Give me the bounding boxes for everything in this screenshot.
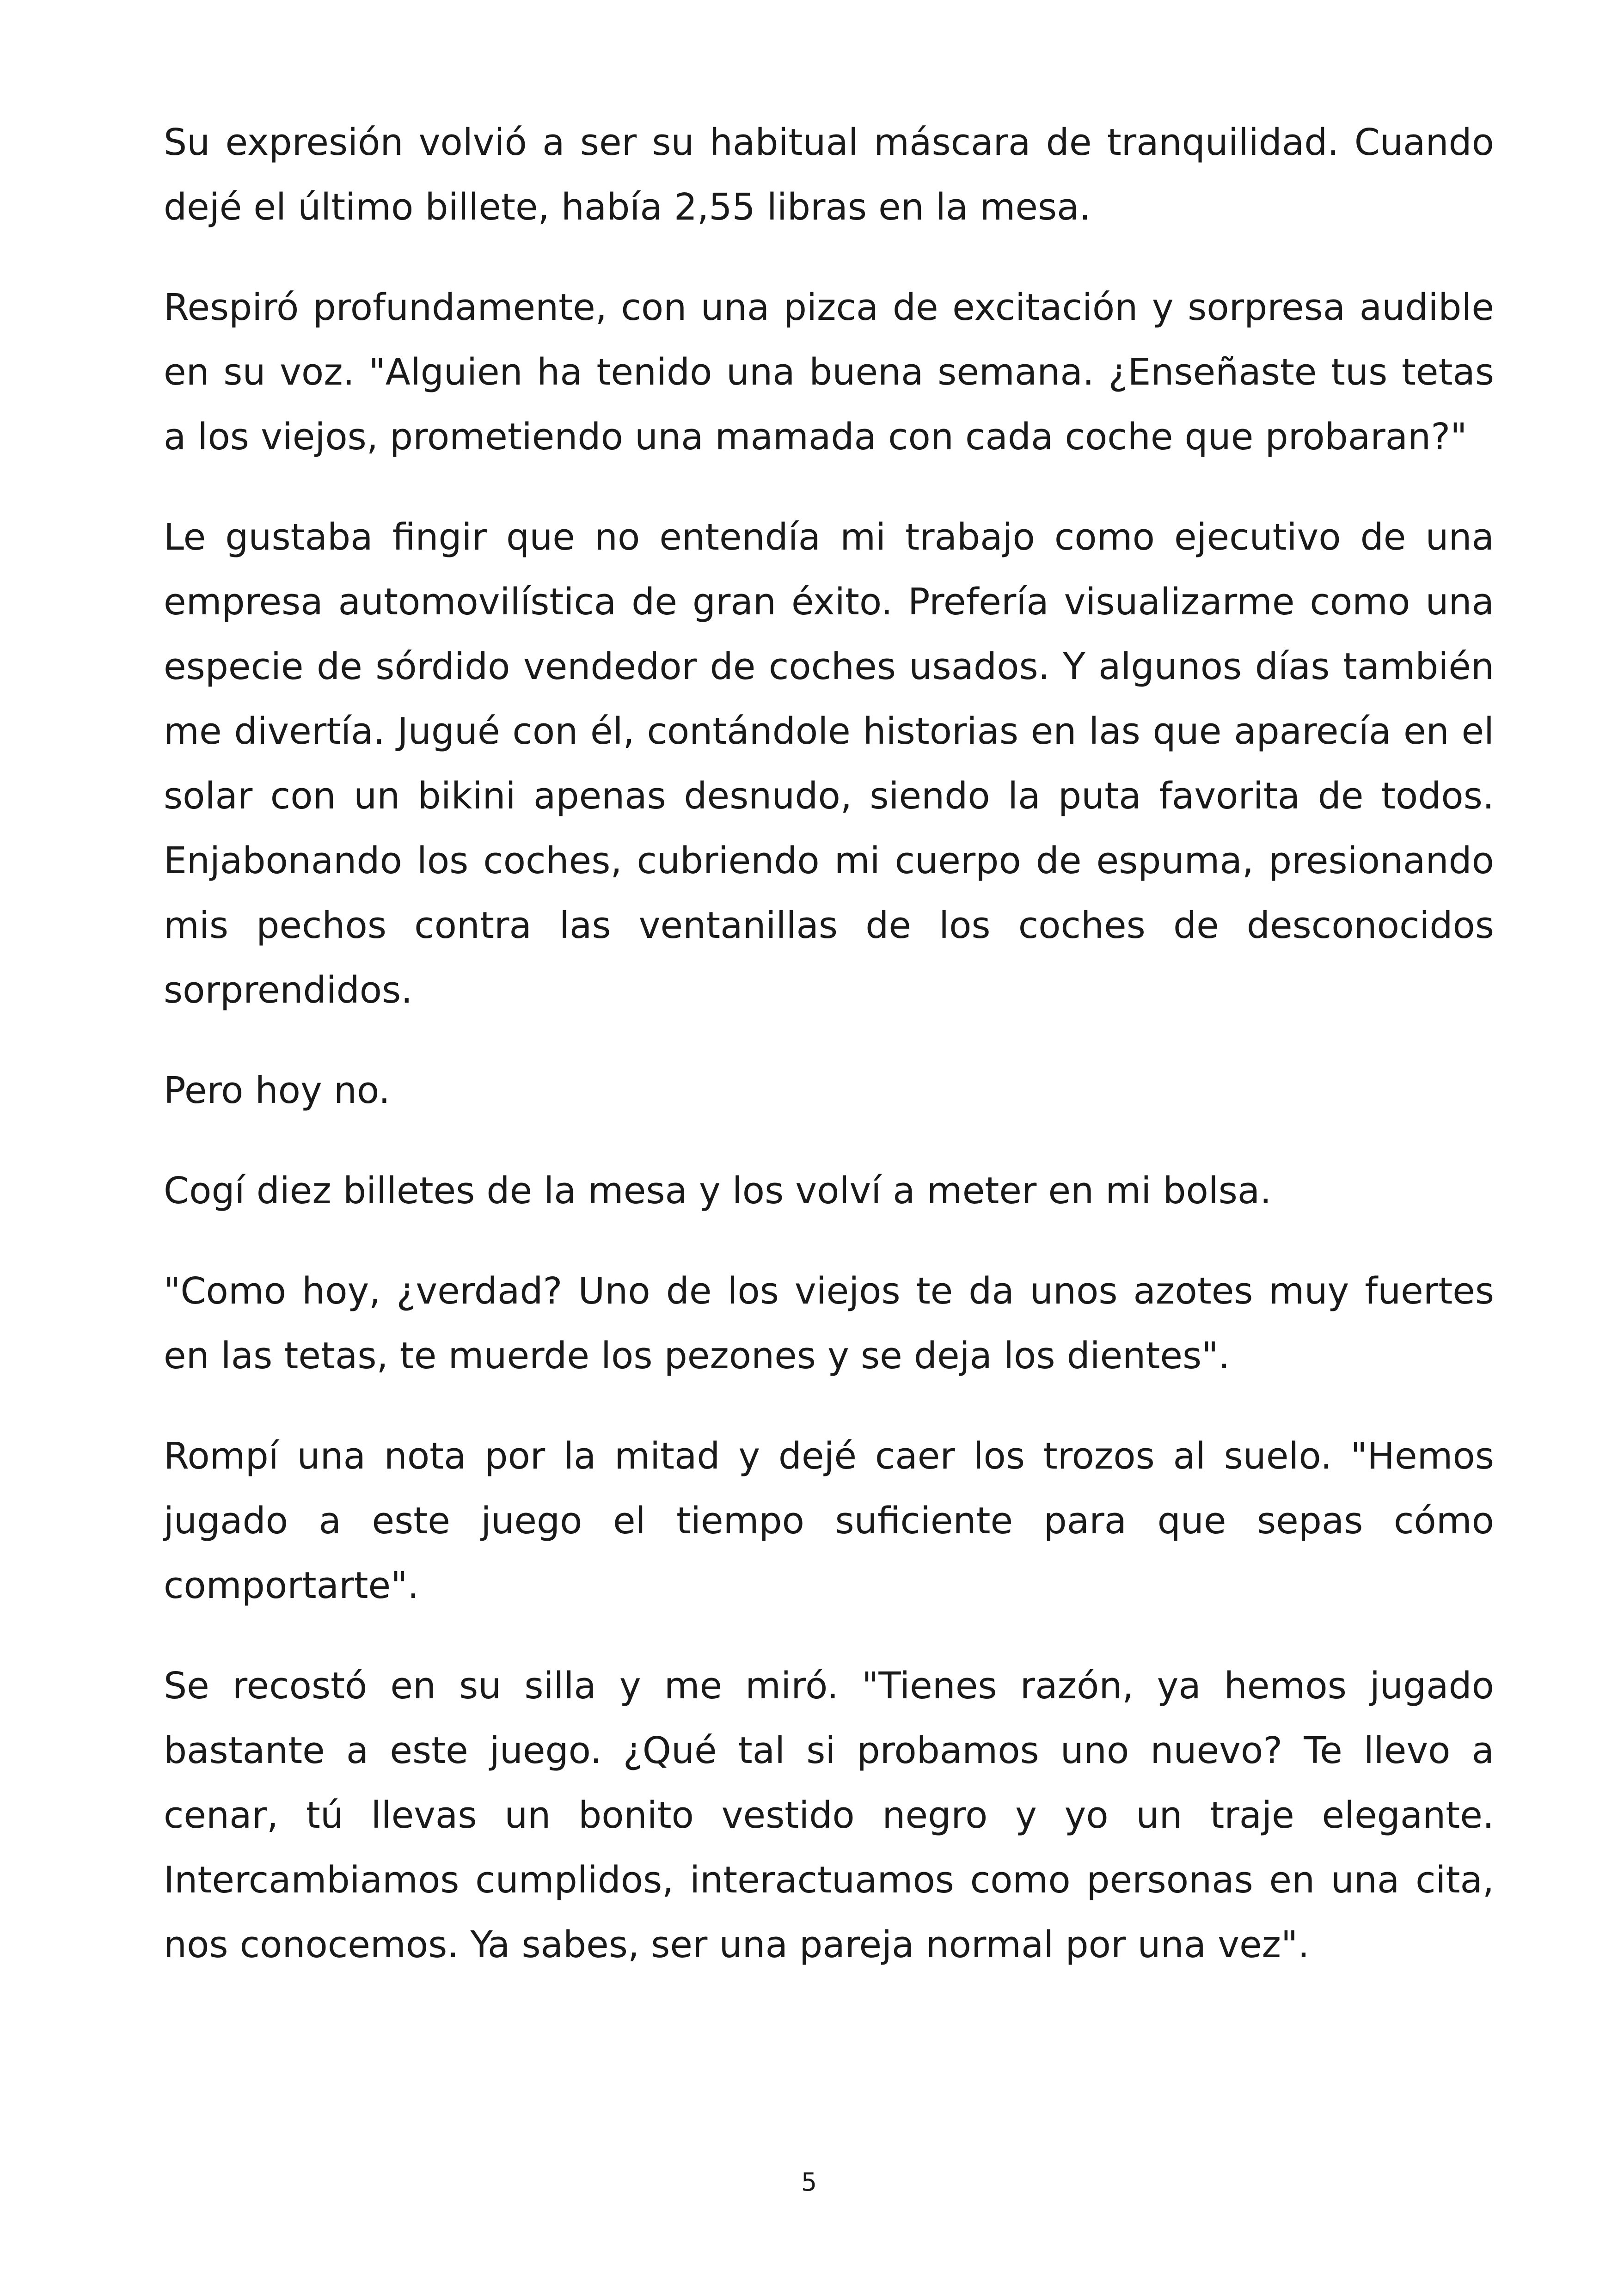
paragraph-2: Respiró profundamente, con una pizca de excitación y sorpresa audible en su voz. "Alguien ha tenido una buena semana. ¿Enseñaste tus tetas a los viejos, prometiendo una mamada con cada coche que probaran?" bbox=[164, 286, 1494, 458]
body-text bbox=[164, 110, 1494, 2013]
paragraph-1: Su expresión volvió a ser su habitual máscara de tranquilidad. Cuando dejé el último billete, había 2,55 libras en la mesa. bbox=[164, 121, 1494, 228]
paragraph-7: Rompí una nota por la mitad y dejé caer los trozos al suelo. "Hemos jugado a este juego el tiempo suficiente para que sepas cómo comportarte". bbox=[164, 1435, 1494, 1607]
paragraph-6: "Como hoy, ¿verdad? Uno de los viejos te da unos azotes muy fuertes en las tetas, te muerde los pezones y se deja los dientes". bbox=[164, 1270, 1494, 1377]
paragraph-8: Se recostó en su silla y me miró. "Tienes razón, ya hemos jugado bastante a este juego. ¿Qué tal si probamos uno nuevo? Te llevo a cenar, tú llevas un bonito vestido negro y yo un traje elegante. Intercambiamos cumplidos, interactuamos como personas en una cita, nos conocemos. Ya sabes, ser una pareja normal por una vez". bbox=[164, 1665, 1494, 1966]
paragraph-5: Cogí diez billetes de la mesa y los volví a meter en mi bolsa. bbox=[164, 1169, 1272, 1212]
paragraph-3: Le gustaba fingir que no entendía mi trabajo como ejecutivo de una empresa automovilística de gran éxito. Prefería visualizarme como una especie de sórdido vendedor de coches usados. Y algunos días también me divertía. Jugué con él, contándole historias en las que aparecía en el solar con un bikini apenas desnudo, siendo la puta favorita de todos. Enjabonando los coches, cubriendo mi cuerpo de espuma, presionando mis pechos contra las ventanillas de los coches de desconocidos sorprendidos. bbox=[164, 516, 1494, 1011]
paragraph-4: Pero hoy no. bbox=[164, 1069, 391, 1112]
page-number: 5 bbox=[801, 2167, 817, 2197]
